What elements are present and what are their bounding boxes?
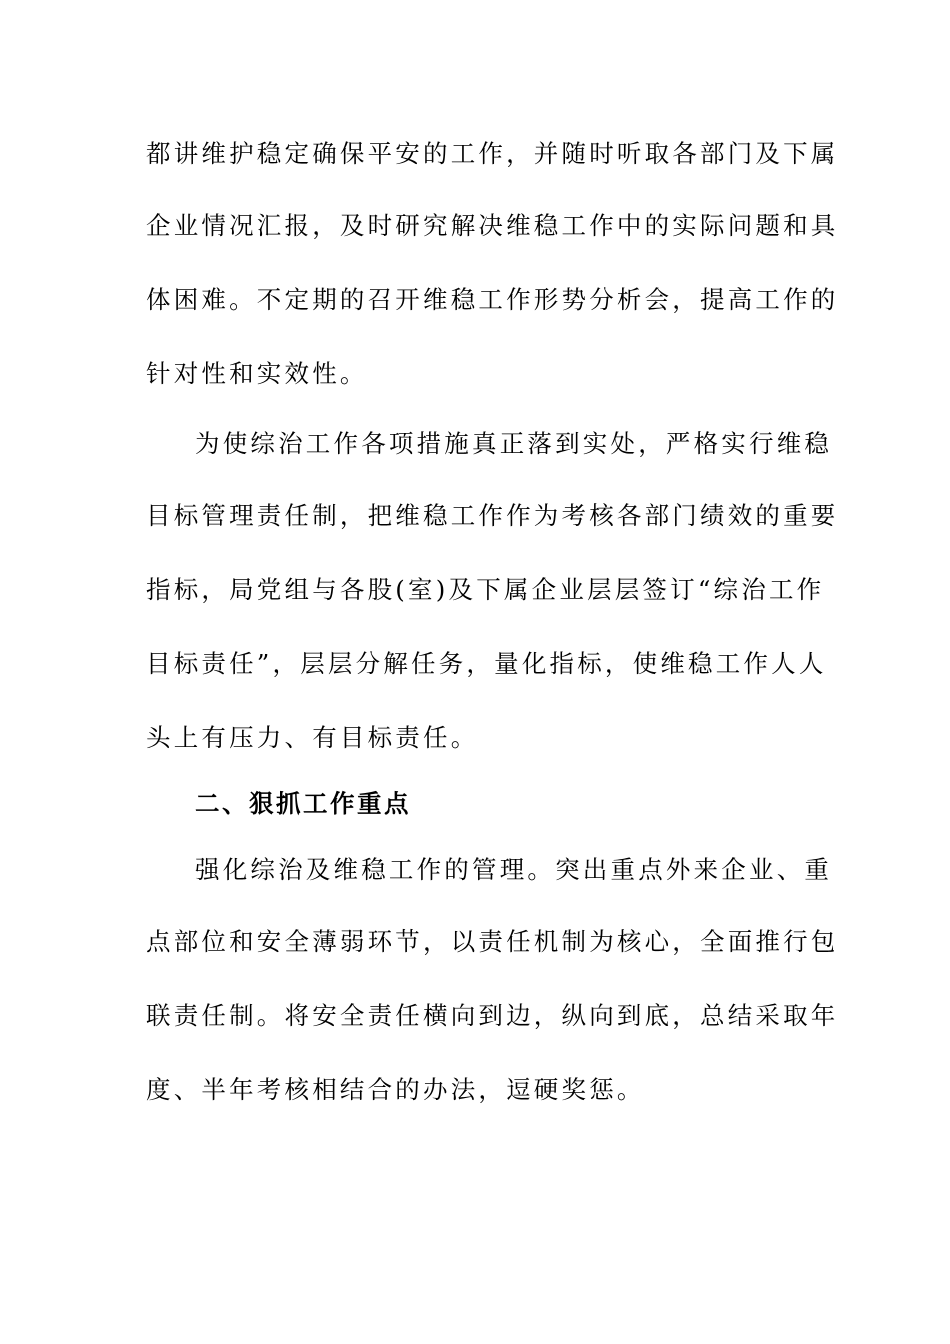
paragraph-3-line-1: 强化综治及维稳工作的管理。突出重点外来企业、重	[195, 855, 833, 884]
paragraph-2-line-2: 目标管理责任制，把维稳工作作为考核各部门绩效的重要	[146, 501, 839, 530]
paragraph-3-line-3: 联责任制。将安全责任横向到边，纵向到底，总结采取年	[146, 1001, 839, 1030]
text-line-4: 针对性和实效性。	[146, 359, 368, 388]
text-line-1: 都讲维护稳定确保平安的工作，并随时听取各部门及下属	[146, 139, 839, 168]
paragraph-2-line-4: 目标责任”，层层分解任务，量化指标，使维稳工作人人	[146, 649, 827, 678]
paragraph-3-line-2: 点部位和安全薄弱环节，以责任机制为核心，全面推行包	[146, 927, 839, 956]
paragraph-3-line-4: 度、半年考核相结合的办法，逗硬奖惩。	[146, 1075, 645, 1104]
paragraph-2-line-3: 指标，局党组与各股(室)及下属企业层层签订“综治工作	[146, 575, 825, 604]
text-line-2: 企业情况汇报，及时研究解决维稳工作中的实际问题和具	[146, 211, 839, 240]
text-line-3: 体困难。不定期的召开维稳工作形势分析会，提高工作的	[146, 285, 839, 314]
section-heading: 二、狠抓工作重点	[195, 789, 411, 818]
paragraph-2-line-5: 头上有压力、有目标责任。	[146, 723, 479, 752]
paragraph-2-line-1: 为使综治工作各项措施真正落到实处，严格实行维稳	[195, 429, 833, 458]
